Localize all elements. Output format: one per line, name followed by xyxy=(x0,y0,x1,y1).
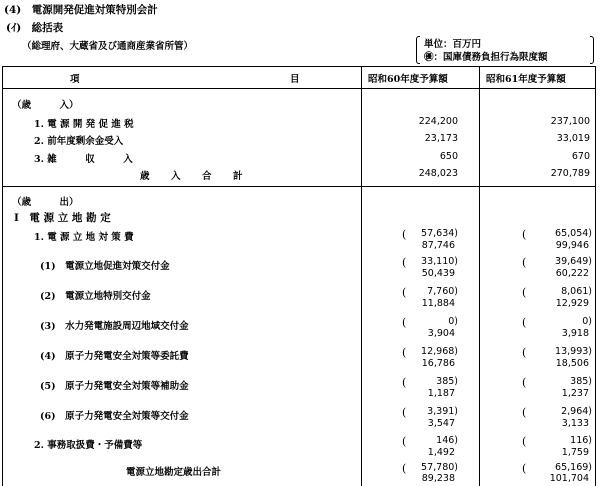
limit-paren-fy61: ( xyxy=(522,435,527,448)
limit-fy61: 65,054) xyxy=(555,228,592,239)
limit-paren-fy60: ( xyxy=(402,376,407,389)
limit-fy60: 57,780) xyxy=(421,462,458,473)
limit-fy60: 0) xyxy=(448,316,458,327)
limit-fy61: 0) xyxy=(582,316,592,327)
amount-fy60: 16,786 xyxy=(421,358,455,369)
amount-fy61: 101,704 xyxy=(549,473,589,484)
column-header-fy60: 昭和60年度予算額 xyxy=(368,74,448,85)
amount-fy60: 3,547 xyxy=(427,418,455,429)
unit-label: 単位：百万円 xyxy=(424,39,482,50)
limit-paren-fy61: ( xyxy=(522,228,527,241)
limit-paren-fy61: ( xyxy=(522,462,527,475)
revenue-row-fy60: 23,173 xyxy=(424,133,458,144)
expenditure-item-label: (1) 電源立地促進対策交付金 xyxy=(40,261,170,272)
revenue-heading: （歳 入） xyxy=(12,100,79,111)
amount-fy61: 18,506 xyxy=(555,358,589,369)
revenue-divider xyxy=(2,186,596,187)
amount-fy61: 1,237 xyxy=(561,388,589,399)
limit-paren-fy61: ( xyxy=(522,286,527,299)
limit-note: ㊝：国庫債務負担行為限度額 xyxy=(424,52,548,63)
revenue-row-fy61: 670 xyxy=(571,151,590,162)
limit-paren-fy61: ( xyxy=(522,256,527,269)
amount-fy60: 50,439 xyxy=(421,268,455,279)
amount-fy61: 99,946 xyxy=(555,240,589,251)
amount-fy60: 87,746 xyxy=(421,240,455,251)
expenditure-heading: （歳 出） xyxy=(12,197,79,208)
unit-bracket-right xyxy=(590,36,594,64)
revenue-total-fy60: 248,023 xyxy=(418,168,458,179)
amount-fy60: 11,884 xyxy=(421,298,455,309)
revenue-row-label: 2. 前年度剰余金受入 xyxy=(34,136,124,147)
limit-fy61: 13,993) xyxy=(555,346,592,357)
amount-fy60: 1,492 xyxy=(427,447,455,458)
limit-paren-fy61: ( xyxy=(522,346,527,359)
column-header-item-b: 目 xyxy=(290,74,300,85)
column-divider-fy60 xyxy=(361,66,362,486)
limit-fy60: 3,391) xyxy=(427,406,458,417)
expenditure-item-label: (3) 水力発電施設周辺地域交付金 xyxy=(40,321,189,332)
revenue-row-label: 1. 電 源 開 発 促 進 税 xyxy=(34,119,134,130)
unit-bracket-left xyxy=(416,36,420,64)
column-header-fy61: 昭和61年度予算額 xyxy=(486,74,566,85)
amount-fy61: 3,133 xyxy=(561,418,589,429)
expenditure-item-label: (6) 原子力発電安全対策等交付金 xyxy=(40,411,189,422)
limit-fy61: 8,061) xyxy=(561,286,592,297)
revenue-row-fy61: 237,100 xyxy=(550,116,590,127)
amount-fy61: 60,222 xyxy=(555,268,589,279)
revenue-row-fy61: 33,019 xyxy=(556,133,590,144)
limit-fy60: 7,760) xyxy=(427,286,458,297)
limit-paren-fy61: ( xyxy=(522,406,527,419)
limit-fy60: 146) xyxy=(436,435,458,446)
column-divider-fy61 xyxy=(479,66,480,486)
header-divider xyxy=(2,88,596,89)
amount-fy61: 3,918 xyxy=(561,328,589,339)
limit-fy61: 39,649) xyxy=(555,256,592,267)
revenue-row-fy60: 650 xyxy=(439,151,458,162)
amount-fy60: 3,904 xyxy=(427,328,455,339)
expenditure-total-label: 電源立地勘定歳出合計 xyxy=(126,467,222,478)
limit-paren-fy60: ( xyxy=(402,406,407,419)
expenditure-item-label: (2) 電源立地特別交付金 xyxy=(40,291,151,302)
revenue-total-fy61: 270,789 xyxy=(550,168,590,179)
amount-fy60: 1,187 xyxy=(427,388,455,399)
limit-fy61: 385) xyxy=(570,376,592,387)
amount-fy61: 12,929 xyxy=(555,298,589,309)
ministries-note: （総理府、大蔵省及び通商産業省所管） xyxy=(22,41,194,52)
expenditure-item-label: (5) 原子力発電安全対策等補助金 xyxy=(40,381,189,392)
revenue-row-fy60: 224,200 xyxy=(418,116,458,127)
column-header-item-a: 項 xyxy=(70,74,80,85)
revenue-total-label: 歳 入 合 計 xyxy=(140,171,249,182)
revenue-row-label: 3. 雑 収 入 xyxy=(34,154,133,165)
account-heading: Ⅰ 電 源 立 地 勘 定 xyxy=(14,212,111,224)
limit-paren-fy60: ( xyxy=(402,435,407,448)
limit-fy61: 65,169) xyxy=(555,462,592,473)
expenditure-item-label: (4) 原子力発電安全対策等委託費 xyxy=(40,351,189,362)
limit-paren-fy61: ( xyxy=(522,316,527,329)
amount-fy61: 1,759 xyxy=(561,447,589,458)
limit-paren-fy60: ( xyxy=(402,286,407,299)
limit-fy60: 385) xyxy=(436,376,458,387)
limit-paren-fy61: ( xyxy=(522,376,527,389)
limit-paren-fy60: ( xyxy=(402,346,407,359)
limit-fy60: 33,110) xyxy=(421,256,458,267)
section-title: (4) 電源開発促進対策特別会計 xyxy=(4,4,158,16)
limit-paren-fy60: ( xyxy=(402,256,407,269)
expenditure-group-label: 1. 電 源 立 地 対 策 費 xyxy=(34,232,134,243)
limit-fy61: 116) xyxy=(570,435,592,446)
subsection-title: (ｲ) 総括表 xyxy=(6,22,64,34)
limit-fy60: 57,634) xyxy=(421,228,458,239)
limit-paren-fy60: ( xyxy=(402,228,407,241)
limit-fy60: 12,968) xyxy=(421,346,458,357)
limit-paren-fy60: ( xyxy=(402,462,407,475)
amount-fy60: 89,238 xyxy=(421,473,455,484)
limit-paren-fy60: ( xyxy=(402,316,407,329)
limit-fy61: 2,964) xyxy=(561,406,592,417)
expenditure-group-label: 2. 事務取扱費・予備費等 xyxy=(34,440,143,451)
